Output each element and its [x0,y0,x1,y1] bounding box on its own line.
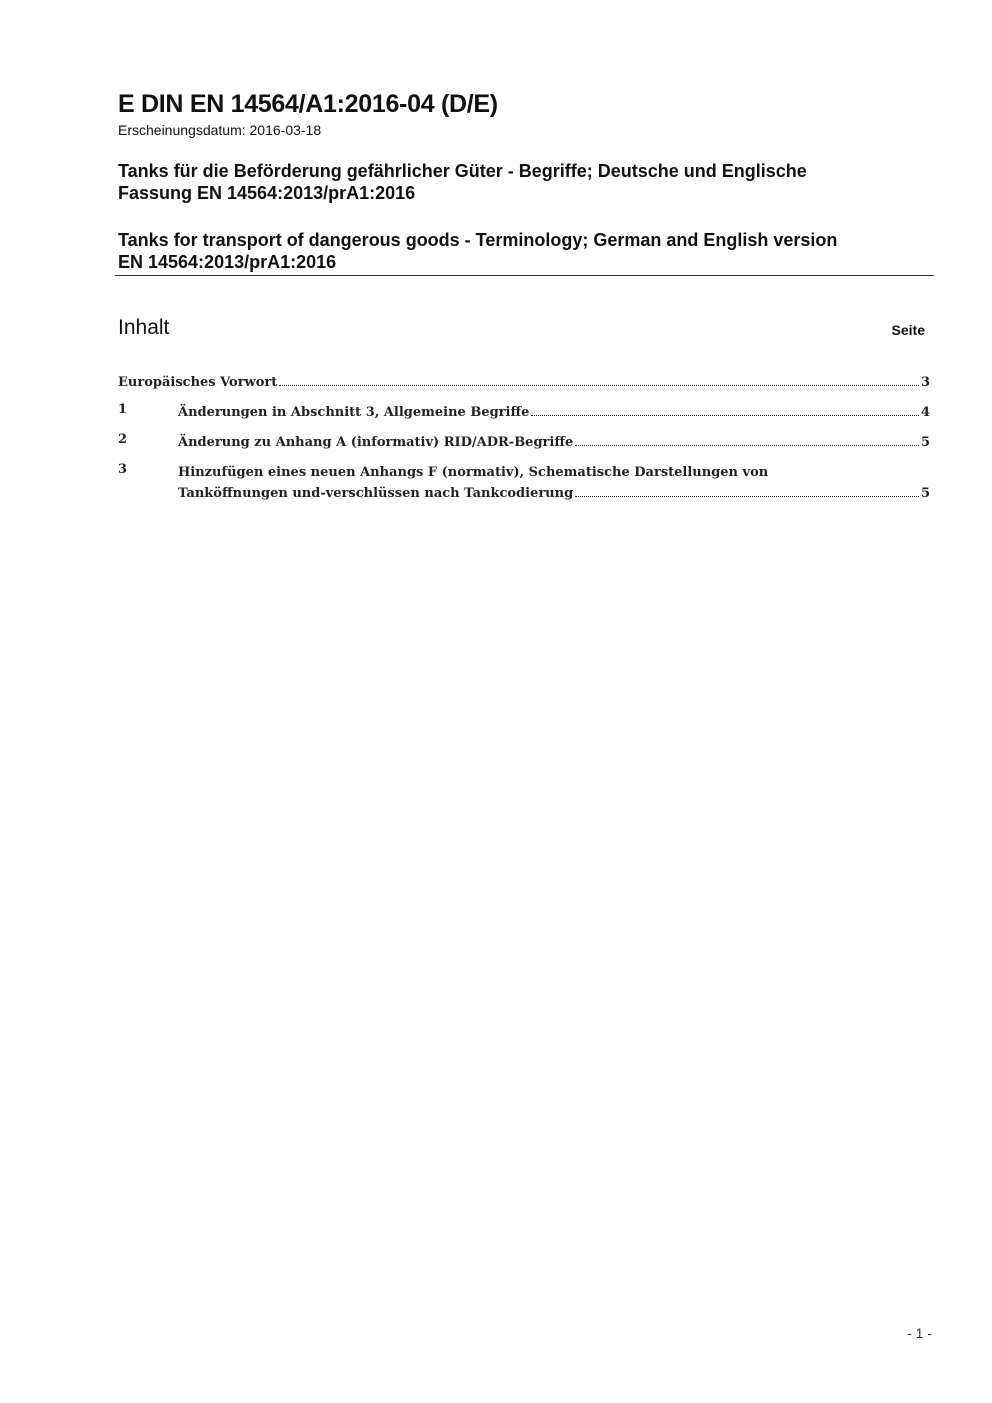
toc-entry-leader [178,402,930,423]
toc-entry-title-line-1[interactable]: Hinzufügen eines neuen Anhangs F (normativ), Schematische Darstellungen von [178,465,769,480]
table-of-contents [118,370,930,504]
toc-heading: Inhalt [118,316,170,339]
toc-entry-2[interactable] [118,430,930,460]
toc-entry-text [178,402,930,423]
toc-entry-number: 1 [118,402,128,417]
document-number: E DIN EN 14564/A1:2016-04 (D/E) [118,90,498,118]
title-german [118,160,938,204]
toc-leader-dots [531,415,919,416]
toc-entry-text [118,372,930,393]
toc-entry-page: 5 [920,435,930,450]
title-german-line-2: Fassung EN 14564:2013/prA1:2016 [118,183,416,203]
title-english [118,229,938,273]
toc-entry-leader [118,372,930,393]
title-german-line-1: Tanks für die Beförderung gefährlicher Güter - Begriffe; Deutsche und Englische [118,161,807,181]
toc-entry-leader [178,432,930,453]
toc-leader-dots [575,445,919,446]
toc-entry-page: 4 [920,405,930,420]
toc-entry-number: 2 [118,432,128,447]
toc-entry-text [178,462,930,504]
page-number: - 1 - [907,1325,932,1341]
title-english-line-2: EN 14564:2013/prA1:2016 [118,252,337,272]
toc-entry-foreword[interactable] [118,370,930,400]
toc-entry-title[interactable]: Änderungen in Abschnitt 3, Allgemeine Begriffe [178,405,530,420]
header-divider [115,275,934,276]
issue-date: Erscheinungsdatum: 2016-03-18 [118,122,322,138]
toc-page-label: Seite [891,322,925,338]
toc-entry-title[interactable]: Änderung zu Anhang A (informativ) RID/ADR-Begriffe [178,435,574,450]
toc-entry-page: 3 [920,375,930,390]
toc-entry-1[interactable] [118,400,930,430]
toc-entry-title-line-2[interactable]: Tanköffnungen und-verschlüssen nach Tankcodierung [178,486,574,501]
toc-entry-page: 5 [920,486,930,501]
toc-leader-dots [575,496,919,497]
title-english-line-1: Tanks for transport of dangerous goods - Terminology; German and English version [118,230,838,250]
toc-leader-dots [279,385,919,386]
toc-entry-leader [178,483,930,504]
toc-entry-3[interactable] [118,460,930,504]
toc-entry-number: 3 [118,462,128,477]
toc-entry-title[interactable]: Europäisches Vorwort [118,375,278,390]
toc-entry-text [178,432,930,453]
